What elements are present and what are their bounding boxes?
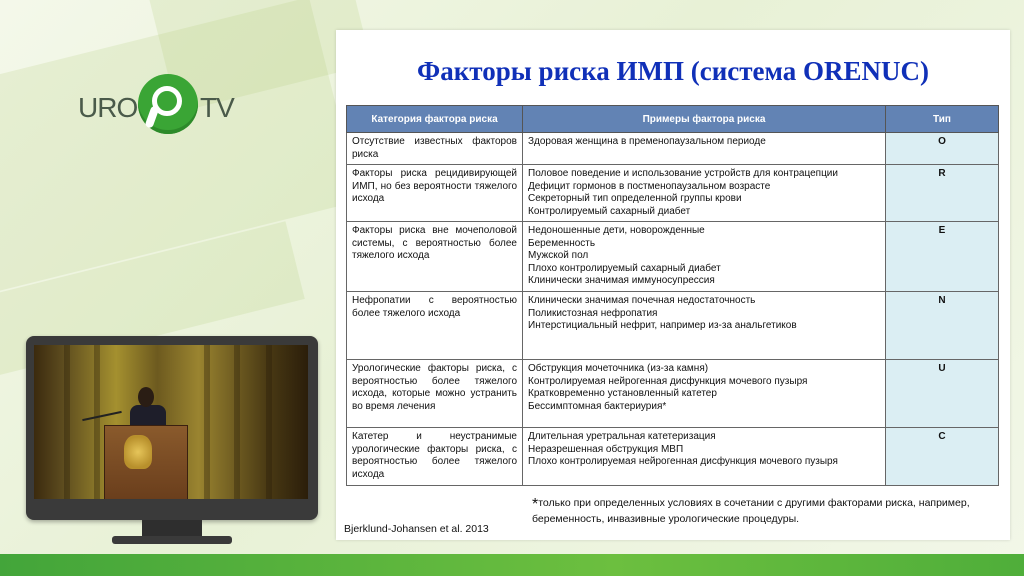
urotv-logo xyxy=(78,72,238,142)
speaker-head xyxy=(138,387,154,407)
type-cell: N xyxy=(886,292,999,360)
examples-cell: Здоровая женщина в пременопаузальном периоде xyxy=(523,133,886,165)
logo-text-uro: URO xyxy=(78,92,138,123)
speaker-video xyxy=(34,345,308,499)
column-header-type: Тип xyxy=(886,106,999,133)
examples-cell: Обструкция мочеточника (из-за камня) Контролируемая нейрогенная дисфункция мочевого пузыря Кратковременно установленный катетер Бессимптомная бактериурия* xyxy=(523,360,886,428)
citation: Bjerklund-Johansen et al. 2013 xyxy=(344,523,489,535)
table-row xyxy=(347,360,999,428)
risk-factors-table xyxy=(346,105,999,486)
bottom-green-bar xyxy=(0,554,1024,576)
type-cell: R xyxy=(886,165,999,222)
footnote xyxy=(532,496,992,526)
table-row xyxy=(347,428,999,486)
column-header-examples: Примеры фактора риска xyxy=(523,106,886,133)
slide-title: Факторы риска ИМП (система ORENUC) xyxy=(417,56,929,86)
table-row xyxy=(347,292,999,360)
type-cell: C xyxy=(886,428,999,486)
footnote-star: * xyxy=(532,496,539,513)
speaker-video-monitor xyxy=(26,336,318,520)
type-cell: U xyxy=(886,360,999,428)
category-cell: Катетер и неустранимые урологические факторы риска, с вероятностью более тяжелого исхода xyxy=(347,428,523,486)
presentation-slide xyxy=(336,30,1010,540)
table-row xyxy=(347,133,999,165)
coat-of-arms-emblem xyxy=(124,435,152,469)
examples-cell: Недоношенные дети, новорожденные Беременность Мужской пол Плохо контролируемый сахарный диабет Клинически значимая иммуносупрессия xyxy=(523,222,886,292)
category-cell: Урологические факторы риска, с вероятностью более тяжелого исхода, которые можно устранить во время лечения xyxy=(347,360,523,428)
table-row xyxy=(347,222,999,292)
examples-cell: Клинически значимая почечная недостаточность Поликистозная нефропатия Интерстициальный нефрит, например из-за анальгетиков xyxy=(523,292,886,360)
examples-cell: Половое поведение и использование устройств для контрацепции Дефицит гормонов в постменопаузальном возрасте Секреторный тип определенной группы крови Контролируемый сахарный диабет xyxy=(523,165,886,222)
category-cell: Факторы риска вне мочеполовой системы, с вероятностью более тяжелого исхода xyxy=(347,222,523,292)
column-header-category: Категория фактора риска xyxy=(347,106,523,133)
category-cell: Нефропатии с вероятностью более тяжелого исхода xyxy=(347,292,523,360)
microphone xyxy=(82,411,122,421)
type-cell: O xyxy=(886,133,999,165)
category-cell: Отсутствие известных факторов риска xyxy=(347,133,523,165)
type-cell: E xyxy=(886,222,999,292)
footnote-text: только при определенных условиях в сочетании с другими факторами риска, например, беременность, инвазивные урологические процедуры. xyxy=(532,497,970,525)
category-cell: Факторы риска рецидивирующей ИМП, но без вероятности тяжелого исхода xyxy=(347,165,523,222)
examples-cell: Длительная уретральная катетеризация Неразрешенная обструкция МВП Плохо контролируемая нейрогенная дисфункция мочевого пузыря xyxy=(523,428,886,486)
logo-p-icon xyxy=(138,74,198,134)
logo-text-tv: TV xyxy=(200,92,234,123)
table-row xyxy=(347,165,999,222)
